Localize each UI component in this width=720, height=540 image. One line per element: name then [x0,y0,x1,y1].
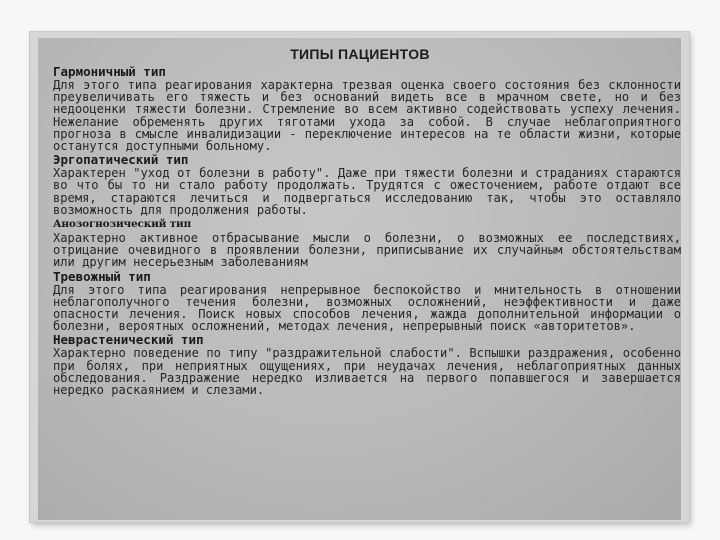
section-heading-anxious: Тревожный тип [53,268,151,284]
section-text-neurasthenic: Характерно поведение по типу "раздражительной слабости". Вспышки раздражения, особенно при болях, при неприятных ощущениях, при неудачах лечения, неблагоприятных данных обследования. Раздражение нередко изливается на первого попавшегося и завершается нередко раскаянием и слезами. [53,346,681,398]
section-text-anosognosic: Характерно активное отбрасывание мысли о болезни, о возможных ее последствиях, отрицание очевидного в проявлении болезни, приписывание их случайным обстоятельствам или другим несерьезным заболеваниям [53,231,681,270]
section-heading-harmonious: Гармоничный тип [53,64,166,79]
section-text-ergopathic: Характерен "уход от болезни в работу". Даже при тяжести болезни и страданиях стараются во что бы то ни стало работу продолжать. Трудятся с ожесточением, работе отдают все время, стараются лечиться и подвергаться исследованию так, чтобы это оставляло возможность для продолжения работы. [53,166,681,217]
section-heading-anosognosic: Анозогнозический тип [53,218,192,231]
section-text-anxious: Для этого типа реагирования непрерывное беспокойство и мнительность в отношении неблагополучного течения болезни, возможных осложнений, неэффективности и даже опасности лечения. Поиск новых способов лечения, жажда дополнительной информации о болезни, вероятных осложнений, методах лечения, непрерывный поиск «авторитетов». [53,282,681,334]
section-heading-neurasthenic: Неврастенический тип [53,332,204,348]
section-heading-ergopathic: Эргопатический тип [53,152,189,168]
slide-body [53,64,681,396]
slide-title: ТИПЫ ПАЦИЕНТОВ [290,46,430,62]
section-text-harmonious: Для этого типа реагирования характерна трезвая оценка своего состояния без склонности преувеличивать его тяжесть и без оснований видеть все в мрачном свете, но и без недооценки тяжести болезни. Стремление во всем активно содействовать успеху лечения. Нежелание обременять других тяготами ухода за собой. В случае неблагоприятного прогноза в смысле инвалидизации - переключение интересов на те области жизни, которые останутся доступными больному. [53,78,681,154]
